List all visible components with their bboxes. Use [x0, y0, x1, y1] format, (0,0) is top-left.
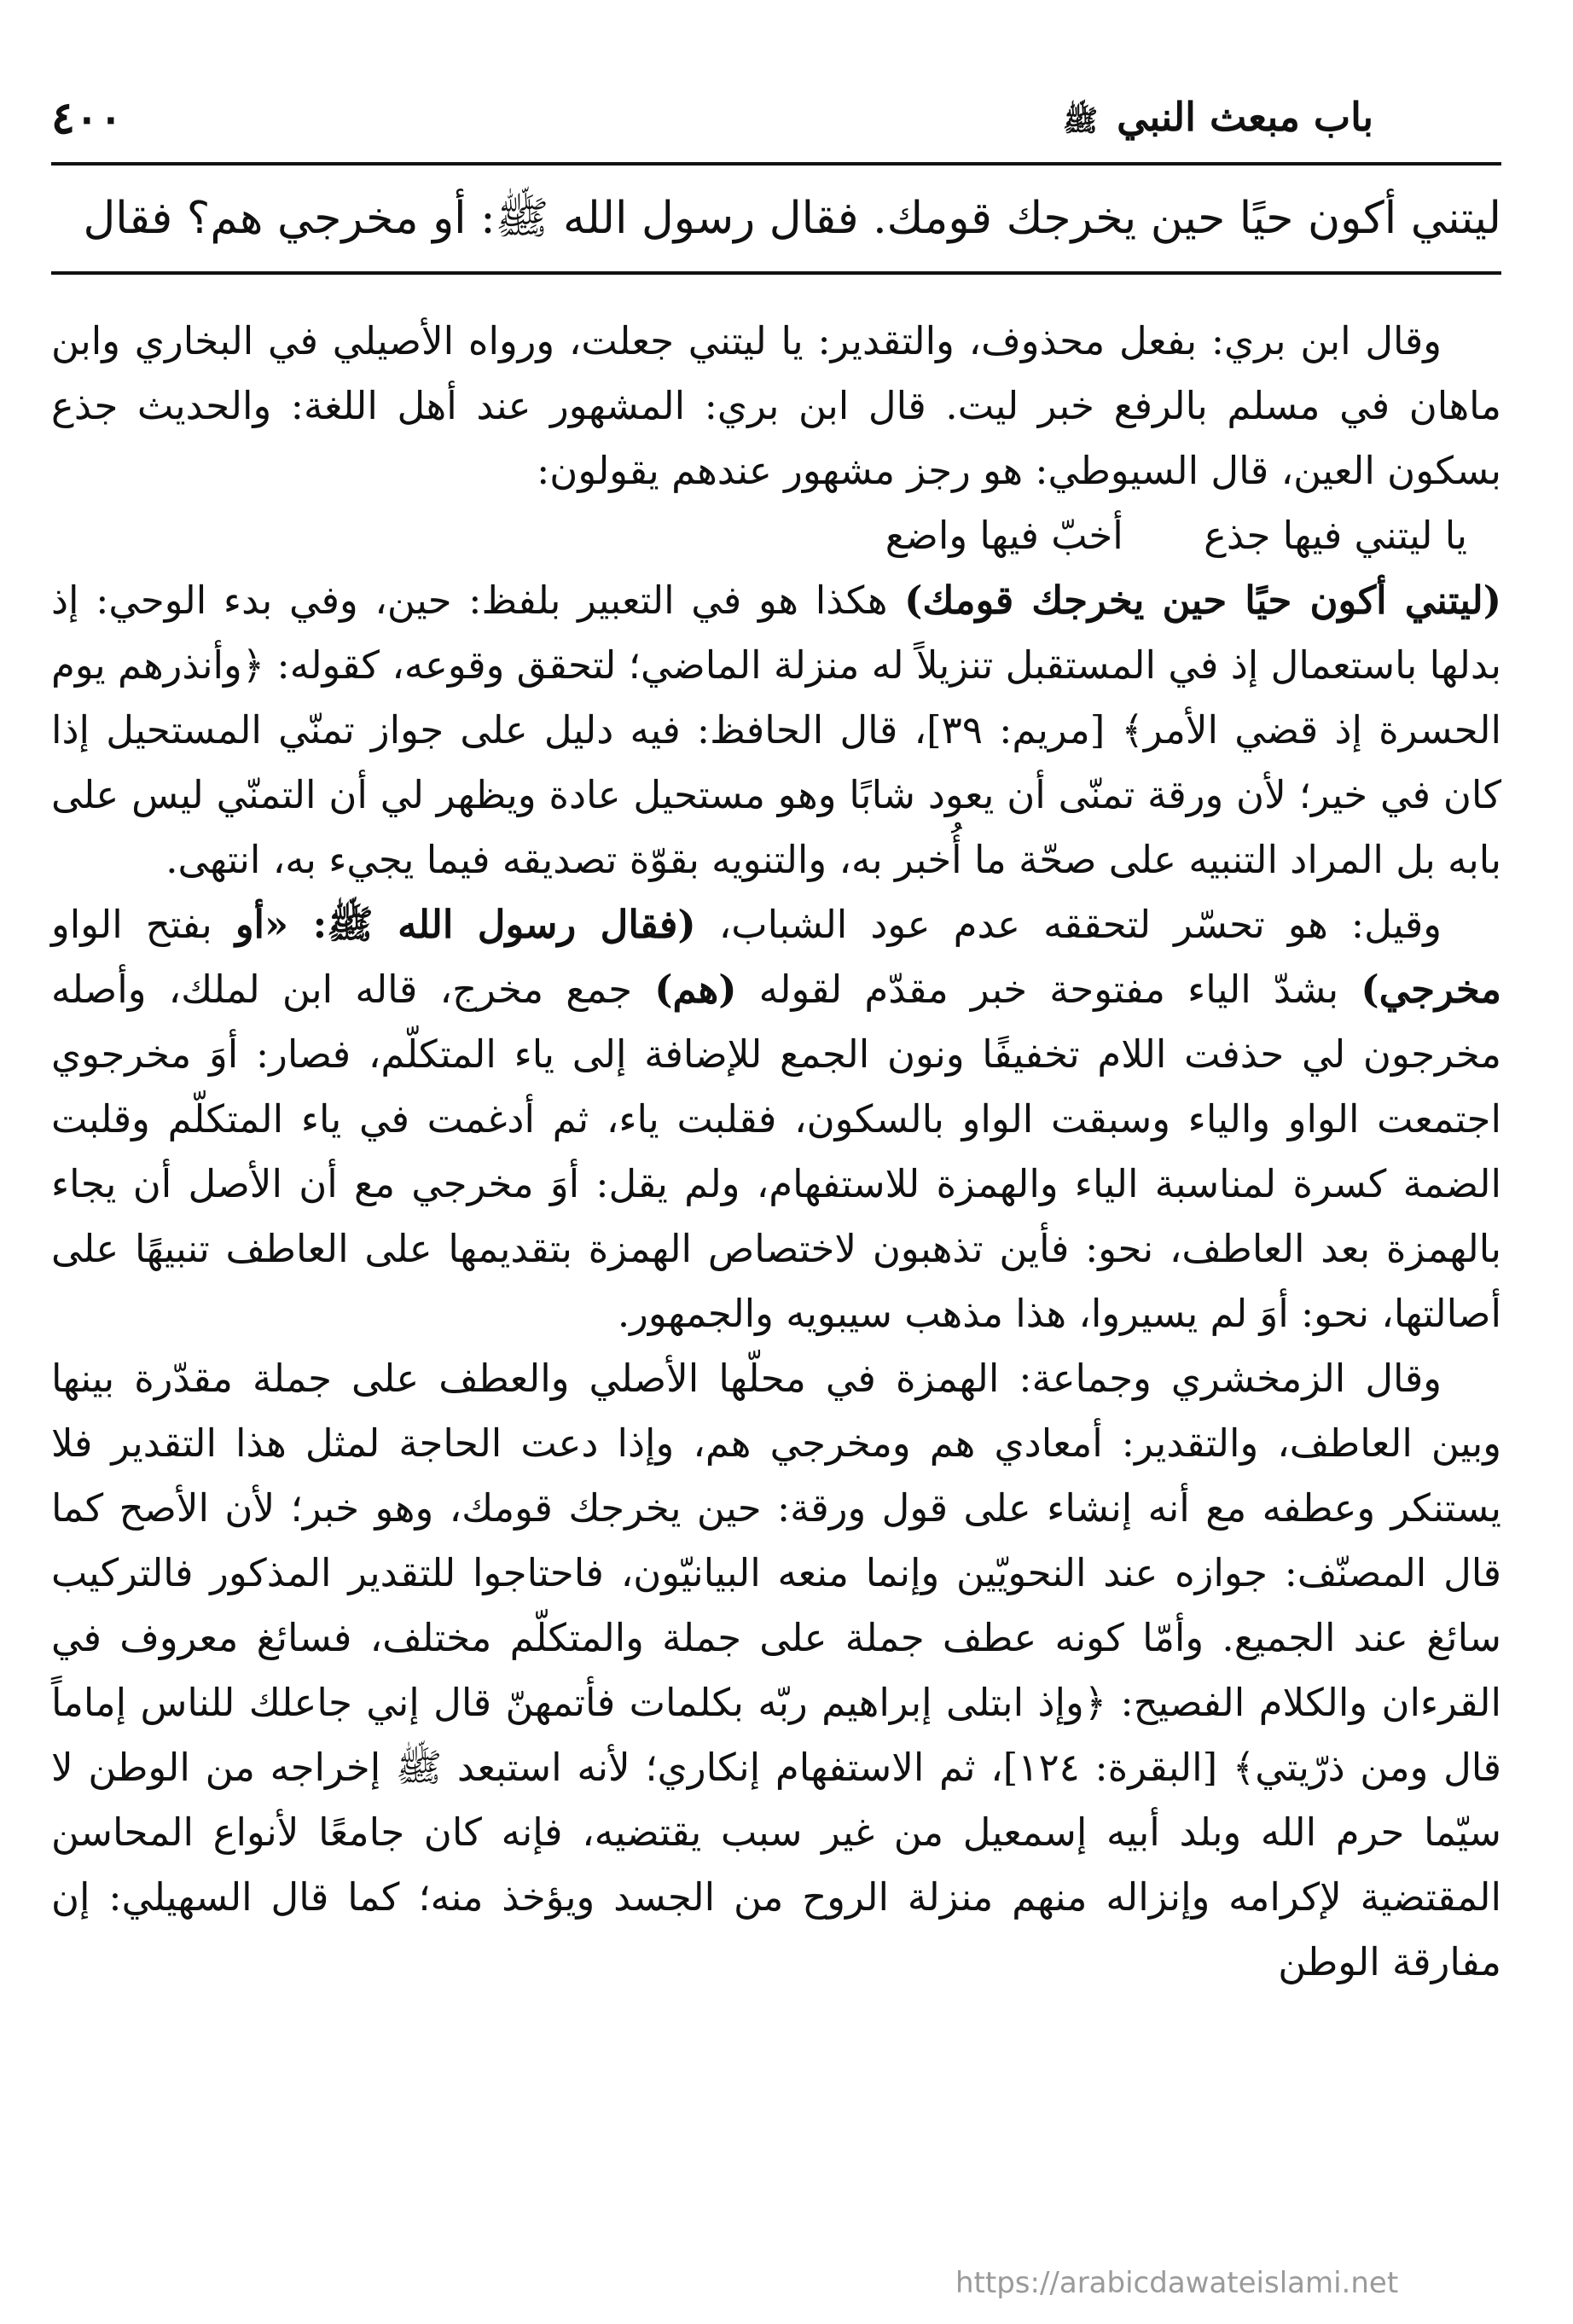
chapter-title-text: باب مبعث النبي [1117, 94, 1373, 140]
page-number: ٤٠٠ [51, 92, 123, 144]
commentary-paragraph-2-text: هكذا هو في التعبير بلفظ: حين، وفي بدء الوحي: إذ بدلها باستعمال إذ في المستقبل تنزيلاً له منزلة الماضي؛ لتحقق وقوعه، كقوله: ﴿وأنذرهم يوم الحسرة إذ قضي الأمر﴾ [مريم: ٣٩]، قال الحافظ: فيه دليل على جواز تمنّي المستحيل إذا كان في خير؛ لأن ورقة تمنّى أن يعود شابًا وهو مستحيل عادة ويظهر لي أن التمنّي ليس على بابه بل المراد التنبيه على صحّة ما أُخبر به، والتنويه بقوّة تصديقه فيما يجيء به، انتهى. [51, 578, 1501, 882]
quoted-phrase-3: (هم) [654, 967, 737, 1012]
quoted-phrase-2: مخرجي) [1361, 967, 1501, 1012]
hadith-text: ليتني أكون حيًا حين يخرجك قومك. فقال رسول الله ﷺ: أو مخرجي هم؟ فقال [51, 181, 1501, 275]
verse-line [51, 503, 1501, 568]
commentary-paragraph-1: وقال ابن بري: بفعل محذوف، والتقدير: يا ليتني جعلت، ورواه الأصيلي في البخاري وابن ماهان في مسلم بالرفع خبر ليت. قال ابن بري: المشهور عند أهل اللغة: والحديث جذع بسكون العين، قال السيوطي: هو رجز مشهور عندهم يقولون: [51, 318, 1501, 493]
commentary-paragraph-3-b: بفتح الواو [51, 902, 212, 947]
commentary [51, 309, 1501, 1995]
commentary-paragraph-3-d: جمع مخرج، قاله ابن لملك، وأصله مخرجون لي حذفت اللام تخفيفًا ونون الجمع للإضافة إلى ياء المتكلّم، فصار: أوَ مخرجوي اجتمعت الواو والياء وسبقت الواو بالسكون، فقلبت ياء، ثم أدغمت في ياء المتكلّم وقلبت الضمة كسرة لمناسبة الياء والهمزة للاستفهام، ولم يقل: أوَ مخرجي مع أن الأصل أن يجاء بالهمزة بعد العاطف، نحو: فأين تذهبون لاختصاص الهمزة بتقديمها على العاطف تنبيهًا على أصالتها، نحو: أوَ لم يسيروا، هذا مذهب سيبويه والجمهور. [51, 967, 1501, 1336]
commentary-paragraph-4: وقال الزمخشري وجماعة: الهمزة في محلّها الأصلي والعطف على جملة مقدّرة بينها وبين العاطف، والتقدير: أمعادي هم ومخرجي هم، وإذا دعت الحاجة لمثل هذا التقدير فلا يستنكر وعطفه مع أنه إنشاء على قول ورقة: حين يخرجك قومك، وهو خبر؛ لأن الأصح كما قال المصنّف: جوازه عند النحويّين وإنما منعه البيانيّون، فاحتاجوا للتقدير المذكور فالتركيب سائغ عند الجميع. وأمّا كونه عطف جملة على جملة والمتكلّم مختلف، فسائغ معروف في القرءان والكلام الفصيح: ﴿وإذ ابتلى إبراهيم ربّه بكلمات فأتمهنّ قال إني جاعلك للناس إماماً قال ومن ذرّيتي﴾ [البقرة: ١٢٤]، ثم الاستفهام إنكاري؛ لأنه استبعد ﷺ إخراجه من الوطن لا سيّما حرم الله وبلد أبيه إسمعيل من غير سبب يقتضيه، فإنه كان جامعًا لأنواع المحاسن المقتضية لإكرامه وإنزاله منهم منزلة الروح من الجسد ويؤخذ منه؛ كما قال السهيلي: إن مفارقة الوطن [51, 1356, 1501, 1984]
commentary-paragraph-3-c: بشدّ الياء مفتوحة خبر مقدّم لقوله [758, 967, 1339, 1012]
book-page [51, 60, 1501, 1995]
quoted-hadith-phrase: (ليتني أكون حيًا حين يخرجك قومك) [904, 578, 1501, 623]
page-header [51, 60, 1501, 166]
commentary-paragraph-3-a: وقيل: هو تحسّر لتحققه عدم عود الشباب، [718, 902, 1442, 947]
honorific-symbol: ﷺ [1062, 104, 1099, 138]
verse-hemistich-1: يا ليتني فيها جذع [1204, 513, 1467, 558]
commentary-paragraph-2 [51, 568, 1501, 892]
watermark-url: https://arabicdawateislami.net [955, 2266, 1399, 2300]
commentary-paragraph-3 [51, 892, 1501, 1346]
quoted-phrase-1: (فقال رسول الله ﷺ: «أو [235, 902, 696, 947]
verse-hemistich-2: أخبّ فيها واضع [885, 513, 1123, 558]
chapter-title [1063, 94, 1373, 145]
